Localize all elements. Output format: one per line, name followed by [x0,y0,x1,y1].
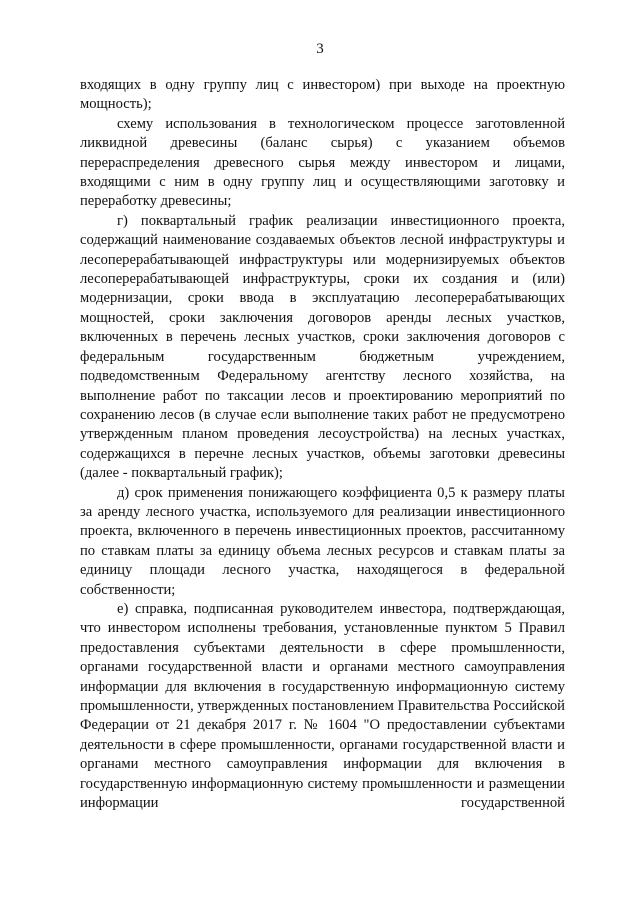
page-number: 3 [316,41,324,57]
paragraph-item-e-certificate: е) справка, подписанная руководителем инвестора, подтверждающая, что инвестором исполнены требования, установленные пунктом 5 Правил предоставления субъектами деятельности в сфере промышленности, органами государственной власти и органами местного самоуправления информации для включения в государственную информационную систему промышленности, утвержденных постановлением Правительства Российской Федерации от 21 декабря 2017 г. № 1604 "О предоставлении субъектами деятельности в сфере промышленности, органами государственной власти и органами местного самоуправления информации для включения в государственную информационную систему промышленности и размещении информации государственной [80,600,565,812]
paragraph-item-g-quarterly-schedule: г) поквартальный график реализации инвестиционного проекта, содержащий наименование создаваемых объектов лесной инфраструктуры и лесоперерабатывающей инфраструктуры или модернизируемых объектов лесоперерабатывающей инфраструктуры, сроки их создания и (или) модернизации, сроки ввода в эксплуатацию лесоперерабатывающих мощностей, сроки заключения договоров аренды лесных участков, включенных в перечень лесных участков, сроки заключения договоров с федеральным государственным бюджетным учреждением, подведомственным Федеральному агентству лесного хозяйства, на выполнение работ по таксации лесов и проектированию мероприятий по сохранению лесов (в случае если выполнение таких работ не предусмотрено утвержденным планом проведения лесоустройства) на лесных участках, содержащихся в перечне лесных участков, объемы заготовки древесины (далее - поквартальный график); [80,212,565,482]
paragraph-raw-material-scheme: схему использования в технологическом процессе заготовленной ликвидной древесины (баланс сырья) с указанием объемов перераспределения древесного сырья между инвестором и лицами, входящими с ним в одну группу лиц и осуществляющими заготовку и переработку древесины; [80,115,565,210]
paragraph-item-d-reduction-coefficient: д) срок применения понижающего коэффициента 0,5 к размеру платы за аренду лесного участка, используемого для реализации инвестиционного проекта, включенного в перечень инвестиционных проектов, рассчитанному по ставкам платы за единицу объема лесных ресурсов и ставкам платы за единицу площади лесного участка, находящегося в федеральной собственности; [80,484,565,598]
document-body [80,76,565,813]
paragraph-continuation: входящих в одну группу лиц с инвестором) при выходе на проектную мощность); [80,77,565,113]
